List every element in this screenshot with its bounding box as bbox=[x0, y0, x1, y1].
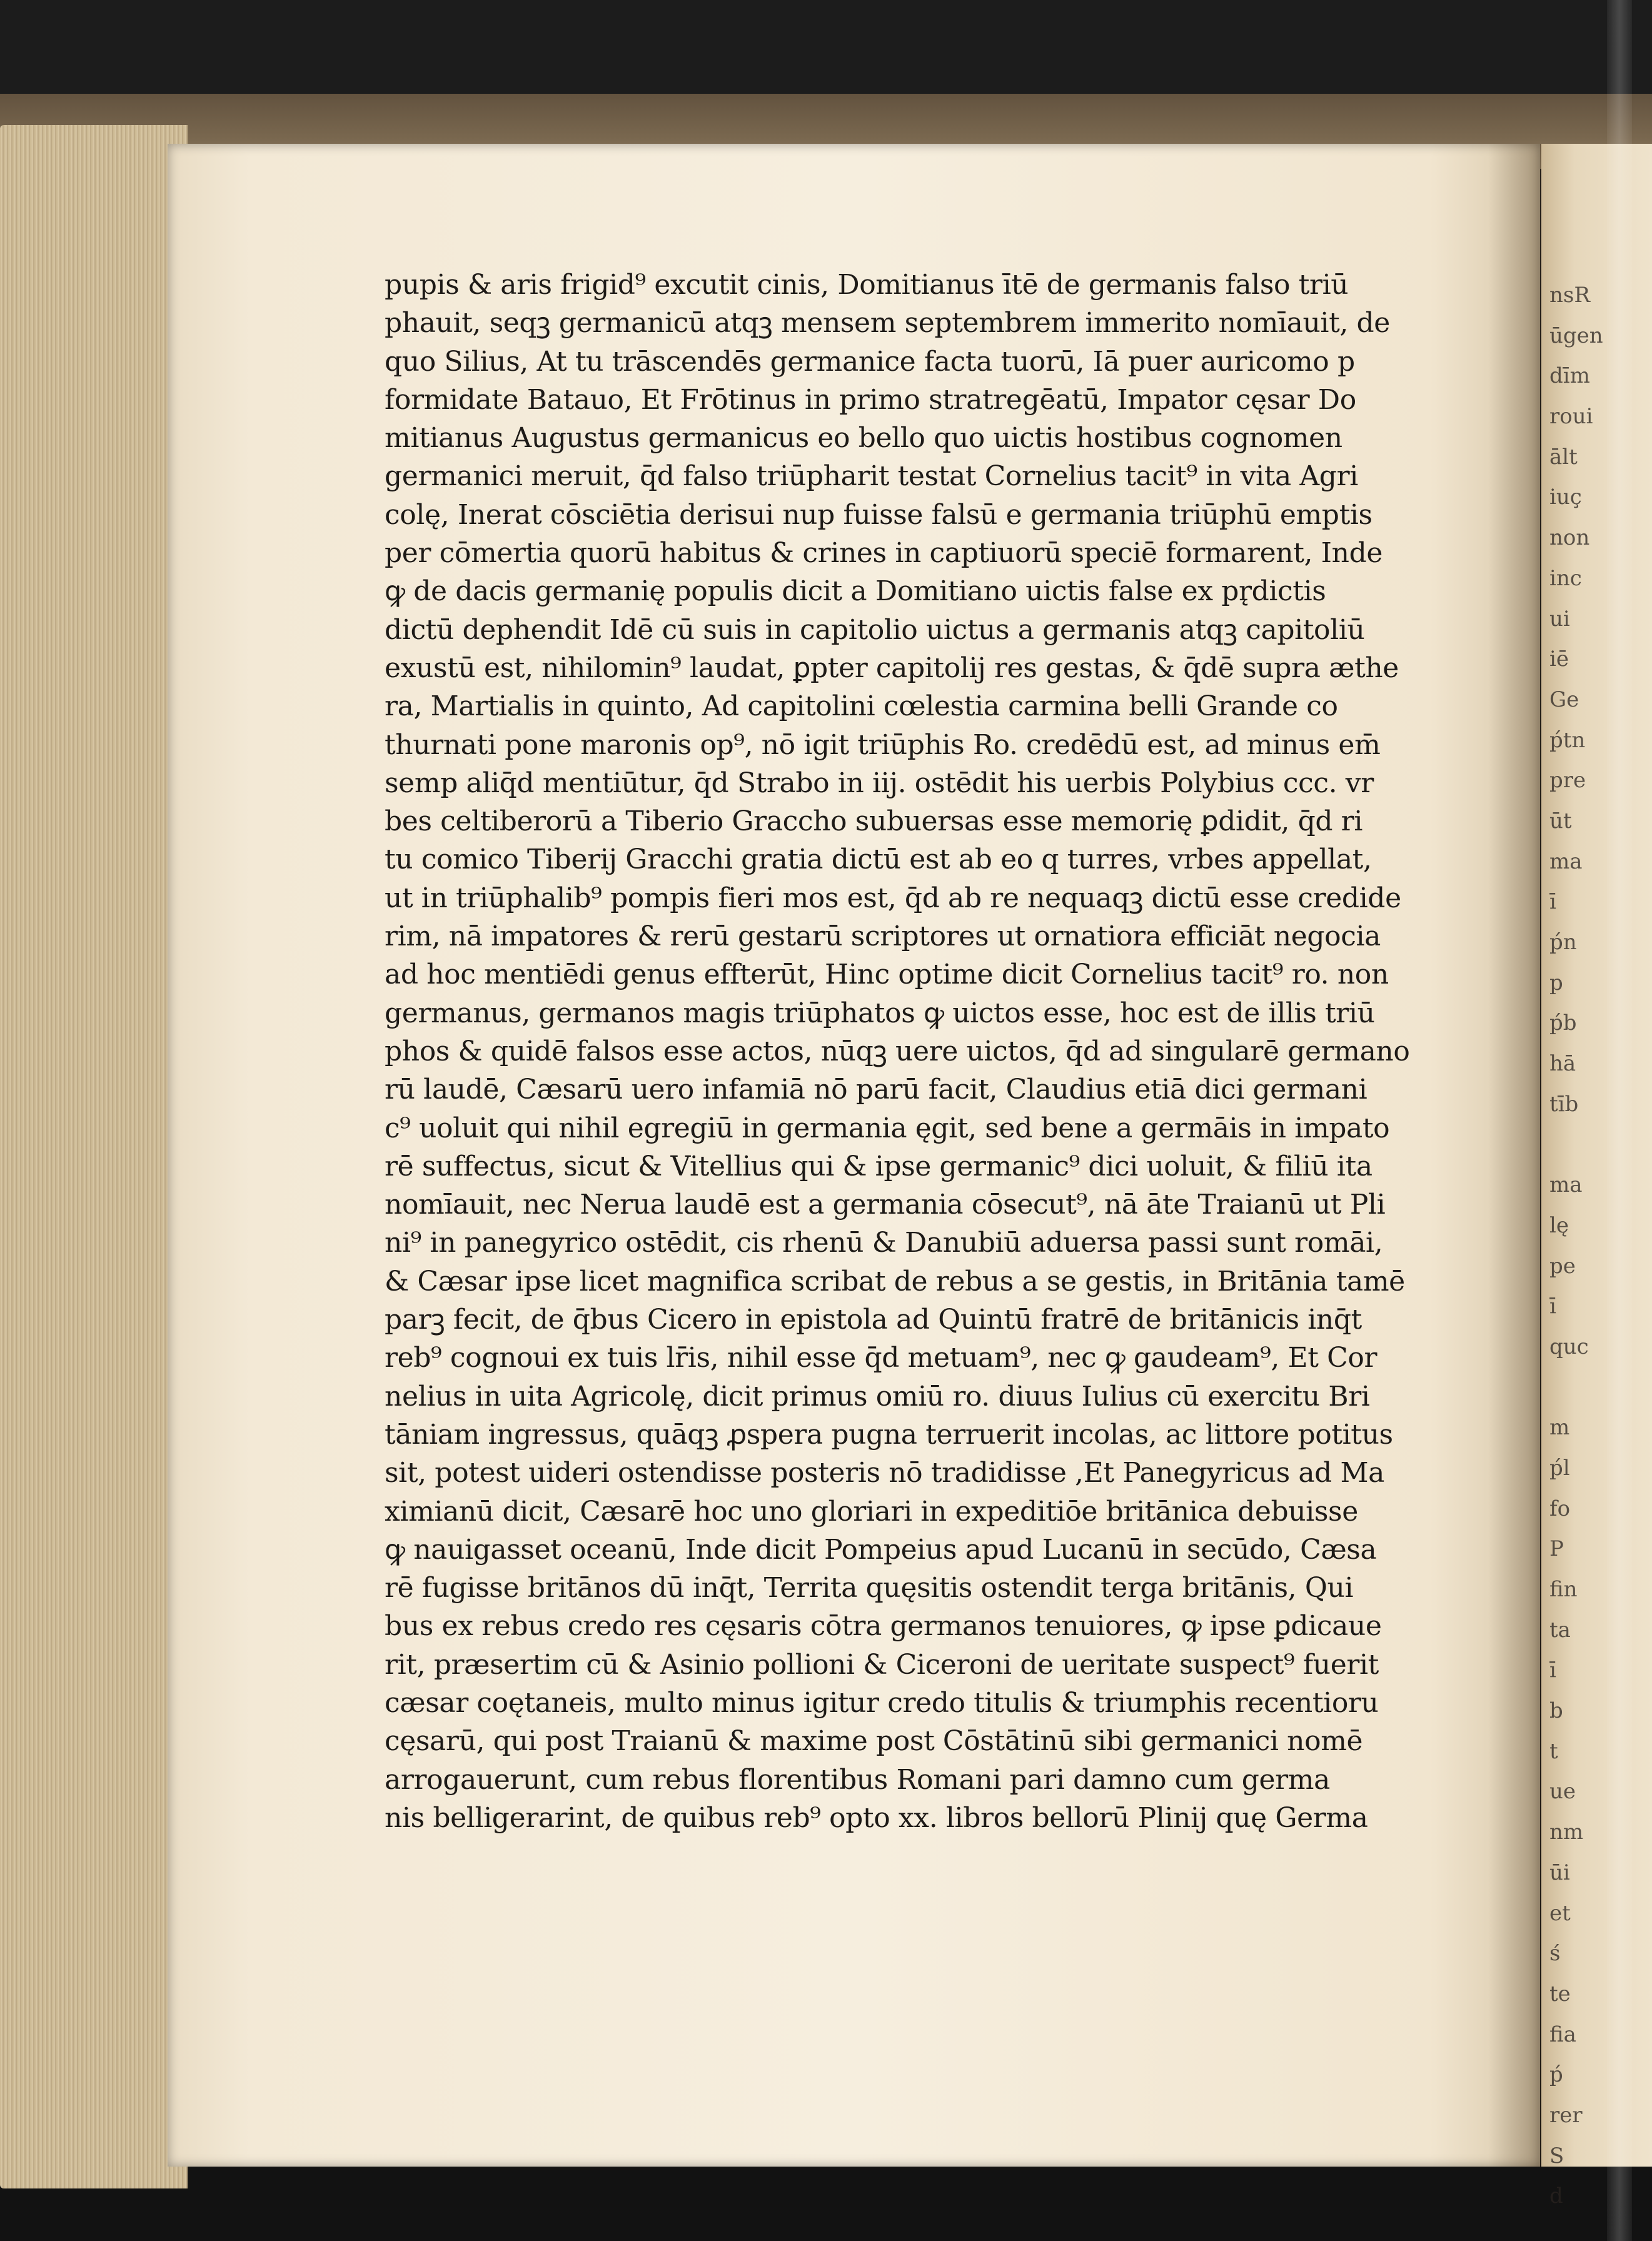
text-line: reb⁹ cognoui ex tuis lr̄is, nihil esse q̄d metuam⁹, nec ꝙ gaudeam⁹, Et Cor bbox=[385, 1342, 1378, 1374]
facing-page-fragment: pre bbox=[1549, 768, 1586, 793]
page-text-block bbox=[385, 266, 1410, 1837]
text-line: & Cæsar ipse licet magnifica scribat de rebus a se gestis, in Britānia tamē bbox=[385, 1265, 1405, 1297]
facing-page-fragment: ta bbox=[1549, 1617, 1571, 1643]
text-line: rē suffectus, sicut & Vitellius qui & ipse germanic⁹ dici uoluit, & filiū ita bbox=[385, 1150, 1372, 1182]
text-line: tu comico Tiberij Gracchi gratia dictū est ab eo q turres, vrbes appellat, bbox=[385, 844, 1372, 876]
facing-page-fragment: ṕtn bbox=[1549, 727, 1586, 753]
facing-page-fragment bbox=[1549, 1124, 1649, 1165]
facing-page-fragment bbox=[1549, 1367, 1649, 1408]
facing-page-fragment: Ge bbox=[1549, 687, 1579, 712]
facing-page-fragment: et bbox=[1549, 1900, 1571, 1926]
text-line: sit, potest uideri ostendisse posteris nō tradidisse ,Et Panegyricus ad Ma bbox=[385, 1457, 1385, 1489]
text-line: mitianus Augustus germanicus eo bello quo uictis hostibus cognomen bbox=[385, 422, 1342, 455]
facing-page-fragment: ī bbox=[1549, 1294, 1556, 1319]
facing-page-fragment: t bbox=[1549, 1738, 1558, 1764]
facing-page-text bbox=[1549, 275, 1649, 2217]
facing-page-fragment: S bbox=[1549, 2143, 1564, 2168]
facing-page-fragment: fin bbox=[1549, 1577, 1578, 1602]
text-line: exustū est, nihilomin⁹ laudat, ꝑpter capitolij res gestas, & q̄dē supra æthe bbox=[385, 652, 1399, 684]
facing-page-fragment: hā bbox=[1549, 1051, 1576, 1077]
text-line: ꝙ nauigasset oceanū, Inde dicit Pompeius apud Lucanū in secūdo, Cæsa bbox=[385, 1533, 1377, 1566]
facing-page-fragment: ṕn bbox=[1549, 930, 1577, 955]
facing-page-fragment: fia bbox=[1549, 2022, 1576, 2047]
text-line: pupis & aris frigid⁹ excutit cinis, Domitianus ītē de germanis falso triū bbox=[385, 269, 1349, 301]
page-edges bbox=[0, 125, 188, 2188]
facing-page-fragment: ūi bbox=[1549, 1860, 1570, 1885]
facing-page-fragment: m bbox=[1549, 1415, 1570, 1441]
facing-page-fragment: ṕb bbox=[1549, 1010, 1577, 1036]
facing-page-fragment: quc bbox=[1549, 1334, 1589, 1359]
text-line: ra, Martialis in quinto, Ad capitolini cœlestia carmina belli Grande co bbox=[385, 690, 1338, 723]
facing-page-fragment: pe bbox=[1549, 1253, 1576, 1279]
facing-page-fragment: iē bbox=[1549, 647, 1569, 672]
text-line: tāniam ingressus, quāqꝫ ꝓspera pugna terruerit incolas, ac littore potitus bbox=[385, 1418, 1393, 1451]
text-line: phauit, seqꝫ germanicū atqꝫ mensem septembrem immerito nomīauit, de bbox=[385, 307, 1390, 340]
text-line: bes celtiberorū a Tiberio Graccho subuersas esse memorię ꝑdidit, q̄d ri bbox=[385, 805, 1362, 838]
text-line: ni⁹ in panegyrico ostēdit, cis rhenū & Danubiū aduersa passi sunt romāi, bbox=[385, 1227, 1383, 1259]
text-line: per cōmertia quorū habitus & crines in captiuorū speciē formarent, Inde bbox=[385, 537, 1383, 570]
text-line: formidate Batauo, Et Frōtinus in primo stratregēatū, Impator cęsar Do bbox=[385, 383, 1356, 416]
facing-page-fragment: iuç bbox=[1549, 485, 1582, 510]
text-line: cæsar coętaneis, multo minus igitur credo titulis & triumphis recentioru bbox=[385, 1686, 1379, 1719]
text-line: bus ex rebus credo res cęsaris cōtra germanos tenuiores, ꝙ ipse ꝑdicaue bbox=[385, 1610, 1382, 1643]
facing-page-fragment: non bbox=[1549, 525, 1590, 551]
facing-page-fragment: p bbox=[1549, 970, 1563, 995]
facing-page-fragment: tīb bbox=[1549, 1091, 1579, 1117]
facing-page-fragment: ś bbox=[1549, 1941, 1561, 1967]
facing-page-fragment: ī bbox=[1549, 889, 1556, 915]
facing-page-fragment: roui bbox=[1549, 404, 1593, 430]
text-line: nis belligerarint, de quibus reb⁹ opto xx. libros bellorū Plinij quę Germa bbox=[385, 1801, 1368, 1834]
facing-page-fragment: fo bbox=[1549, 1496, 1571, 1521]
text-line: nomīauit, nec Nerua laudē est a germania cōsecut⁹, nā āte Traianū ut Pli bbox=[385, 1189, 1386, 1221]
facing-page-fragment: d bbox=[1549, 2183, 1563, 2209]
text-line: arrogauerunt, cum rebus florentibus Romani pari damno cum germa bbox=[385, 1763, 1330, 1796]
text-line: nelius in uita Agricolę, dicit primus omiū ro. diuus Iulius cū exercitu Bri bbox=[385, 1380, 1370, 1413]
text-line: rim, nā impatores & rerū gestarū scriptores ut ornatiora efficiāt negocia bbox=[385, 920, 1381, 953]
facing-page-fragment: nsR bbox=[1549, 283, 1590, 308]
facing-page-fragment: ue bbox=[1549, 1779, 1576, 1805]
text-line: thurnati pone maronis op⁹, nō igit triūphis Ro. credēdū est, ad minus em̄ bbox=[385, 728, 1381, 761]
text-line: germanici meruit, q̄d falso triūpharit testat Cornelius tacit⁹ in vita Agri bbox=[385, 460, 1358, 493]
text-line: c⁹ uoluit qui nihil egregiū in germania ęgit, sed bene a germāis in impato bbox=[385, 1112, 1390, 1144]
glass-clip bbox=[1607, 0, 1632, 2241]
text-line: ad hoc mentiēdi genus effterūt, Hinc optime dicit Cornelius tacit⁹ ro. non bbox=[385, 959, 1389, 991]
text-line: rū laudē, Cæsarū uero infamiā nō parū facit, Claudius etiā dici germani bbox=[385, 1074, 1367, 1106]
facing-page-fragment: P bbox=[1549, 1536, 1564, 1562]
facing-page-fragment: ālt bbox=[1549, 444, 1578, 470]
text-line: colę, Inerat cōsciētia derisui nup fuisse falsū e germania triūphū emptis bbox=[385, 498, 1372, 531]
facing-page-fragment: ūt bbox=[1549, 808, 1572, 833]
text-line: quo Silius, At tu trāscendēs germanice facta tuorū, Iā puer auricomo p bbox=[385, 345, 1355, 378]
facing-page-fragment: ī bbox=[1549, 1658, 1556, 1683]
text-line: parꝫ fecit, de q̄bus Cicero in epistola ad Quintū fratrē de britānicis inq̄t bbox=[385, 1304, 1362, 1336]
gutter-shadow bbox=[1488, 144, 1544, 2167]
text-line: germanus, germanos magis triūphatos ꝙ uictos esse, hoc est de illis triū bbox=[385, 997, 1375, 1029]
facing-page-fragment: nm bbox=[1549, 1820, 1584, 1845]
facing-page-fragment: ṕl bbox=[1549, 1455, 1570, 1481]
facing-page-fragment: ma bbox=[1549, 1172, 1583, 1198]
text-line: ꝙ de dacis germanię populis dicit a Domitiano uictis false ex pr̨dictis bbox=[385, 575, 1326, 608]
text-line: rē fugisse britānos dū inq̄t, Territa quęsitis ostendit terga britānis, Qui bbox=[385, 1572, 1354, 1604]
facing-page-fragment: ūgen bbox=[1549, 323, 1603, 348]
text-line: cęsarū, qui post Traianū & maxime post Cōstātinū sibi germanici nomē bbox=[385, 1725, 1363, 1758]
facing-page-fragment: ma bbox=[1549, 849, 1583, 874]
text-line: phos & quidē falsos esse actos, nūqꝫ uere uictos, q̄d ad singularē germano bbox=[385, 1035, 1410, 1067]
text-line: dictū dephendit Idē cū suis in capitolio uictus a germanis atqꝫ capitoliū bbox=[385, 613, 1365, 646]
facing-page-fragment: rer bbox=[1549, 2102, 1583, 2128]
text-line: rit, præsertim cū & Asinio pollioni & Ciceroni de ueritate suspect⁹ fuerit bbox=[385, 1648, 1379, 1681]
text-line: semp aliq̄d mentiūtur, q̄d Strabo in iij. ostēdit his uerbis Polybius ccc. vr bbox=[385, 767, 1374, 799]
facing-page-fragment: dīm bbox=[1549, 363, 1590, 389]
facing-page-fragment: lę bbox=[1549, 1212, 1569, 1238]
facing-page-fragment: ui bbox=[1549, 606, 1570, 632]
text-line: ximianū dicit, Cæsarē hoc uno gloriari in expeditiōe britānica debuisse bbox=[385, 1495, 1358, 1528]
facing-page-fragment: te bbox=[1549, 1981, 1571, 2007]
text-line: ut in triūphalib⁹ pompis fieri mos est, q̄d ab re nequaqꝫ dictū esse credide bbox=[385, 882, 1401, 914]
facing-page-fragment: ṕ bbox=[1549, 2062, 1563, 2088]
facing-page-fragment: b bbox=[1549, 1698, 1563, 1724]
facing-page-fragment: inc bbox=[1549, 565, 1582, 591]
